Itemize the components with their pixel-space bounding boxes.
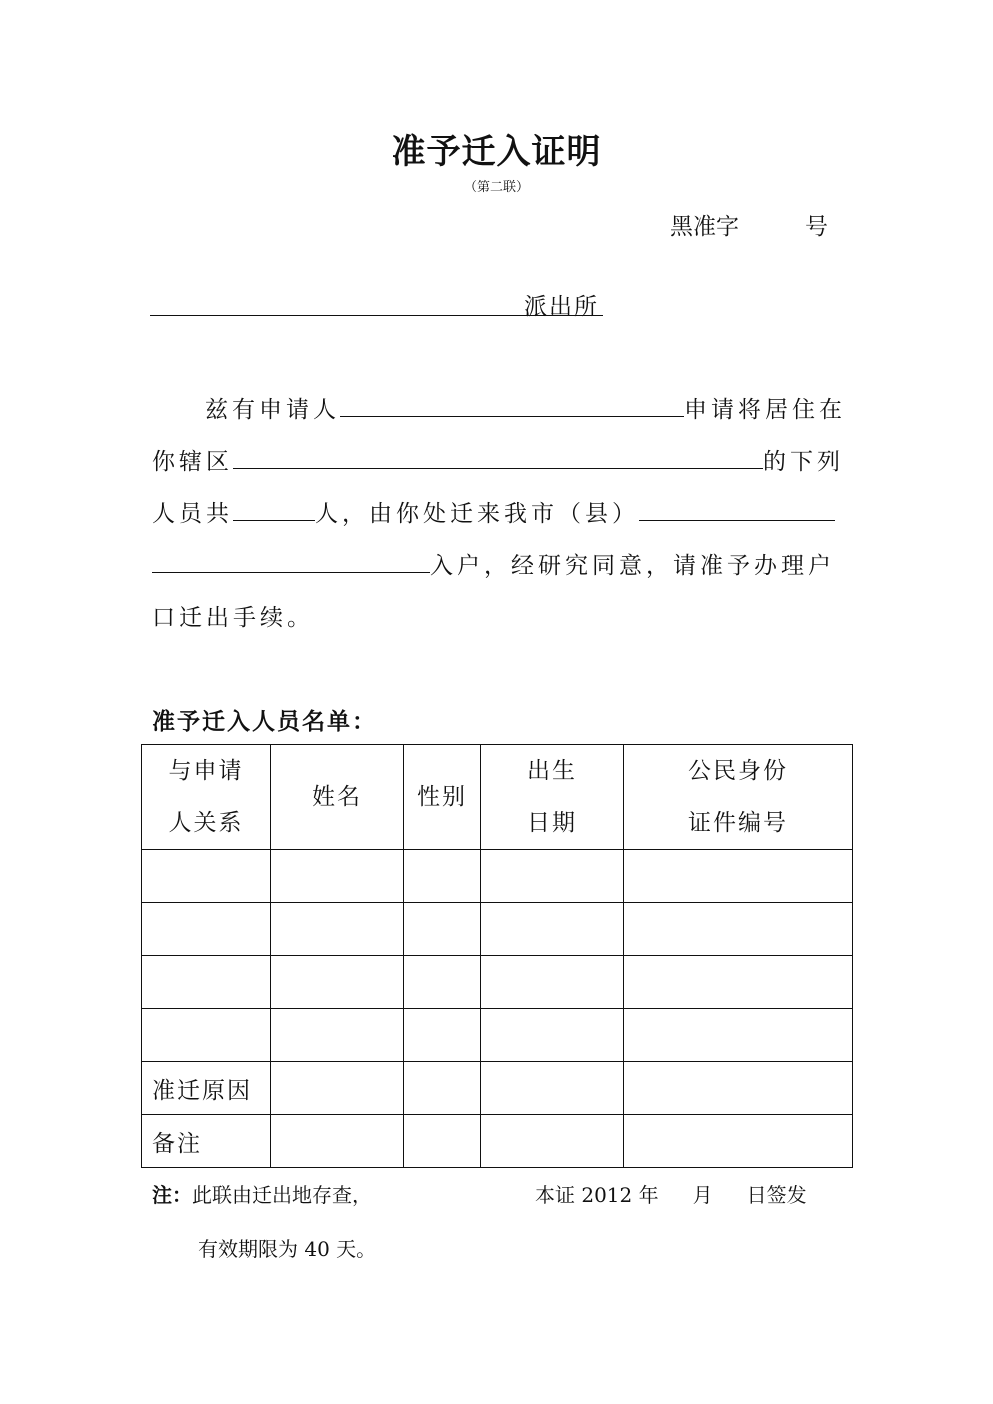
table-cell[interactable] xyxy=(481,903,624,956)
person-count-blank[interactable] xyxy=(233,498,315,521)
header-id-number: 公民身份 证件编号 xyxy=(624,745,853,850)
validity-note: 有效期限为 40 天。 xyxy=(198,1237,377,1261)
table-cell[interactable] xyxy=(481,1115,624,1168)
table-cell[interactable] xyxy=(404,956,481,1009)
table-row xyxy=(142,850,853,903)
table-cell[interactable] xyxy=(404,1009,481,1062)
list-title: 准予迁入人员名单： xyxy=(152,709,377,735)
body-text: 人员共 xyxy=(152,501,233,527)
body-line-4 xyxy=(152,547,835,580)
table-cell[interactable] xyxy=(404,850,481,903)
table-cell[interactable] xyxy=(624,903,853,956)
body-text: 兹有申请人 xyxy=(205,397,340,423)
header-relationship: 与申请 人关系 xyxy=(142,745,271,850)
table-cell[interactable] xyxy=(624,1062,853,1115)
body-text: 入户，经研究同意，请准予办理户 xyxy=(430,553,835,579)
table-cell[interactable] xyxy=(624,1009,853,1062)
document-title: 准予迁入证明 xyxy=(391,132,602,172)
reason-label: 准迁原因 xyxy=(142,1062,271,1115)
document-number-prefix: 黑准字 xyxy=(670,214,739,240)
table-cell[interactable] xyxy=(271,903,404,956)
table-header-row xyxy=(142,745,853,850)
table-cell[interactable] xyxy=(142,956,271,1009)
table-cell[interactable] xyxy=(271,850,404,903)
document-number-suffix: 号 xyxy=(805,214,828,240)
issue-day-label: 日签发 xyxy=(746,1183,807,1207)
body-line-1 xyxy=(205,391,846,424)
table-cell[interactable] xyxy=(481,1009,624,1062)
table-cell[interactable] xyxy=(624,956,853,1009)
note-label: 注： xyxy=(152,1183,192,1207)
issue-month-label: 月 xyxy=(692,1183,713,1207)
table-cell[interactable] xyxy=(271,1009,404,1062)
table-cell[interactable] xyxy=(271,956,404,1009)
table-cell[interactable] xyxy=(271,1115,404,1168)
note-text: 此联由迁出地存查， xyxy=(192,1183,372,1207)
persons-table xyxy=(141,744,853,1168)
issue-date-prefix: 本证 2012 年 xyxy=(535,1183,659,1207)
reason-row xyxy=(142,1062,853,1115)
document-subtitle: （第二联） xyxy=(463,180,529,195)
station-suffix: 派出所 xyxy=(524,294,599,320)
table-cell[interactable] xyxy=(481,1062,624,1115)
table-row xyxy=(142,903,853,956)
table-cell[interactable] xyxy=(142,903,271,956)
table-cell[interactable] xyxy=(624,850,853,903)
body-text: 申请将居住在 xyxy=(684,397,846,423)
header-gender: 性别 xyxy=(404,745,481,850)
body-line-5 xyxy=(152,599,314,632)
header-birthdate: 出生 日期 xyxy=(481,745,624,850)
remarks-label: 备注 xyxy=(142,1115,271,1168)
table-cell[interactable] xyxy=(481,850,624,903)
body-text: 的下列 xyxy=(763,449,844,475)
body-text: 你辖区 xyxy=(152,449,233,475)
applicant-name-blank[interactable] xyxy=(340,394,684,417)
table-cell[interactable] xyxy=(271,1062,404,1115)
remarks-row xyxy=(142,1115,853,1168)
table-cell[interactable] xyxy=(481,956,624,1009)
body-line-3 xyxy=(152,495,835,528)
body-text: 人，由你处迁来我市（县） xyxy=(315,501,639,527)
table-cell[interactable] xyxy=(404,1062,481,1115)
table-cell[interactable] xyxy=(142,850,271,903)
issue-date xyxy=(535,1179,807,1208)
body-text: 口迁出手续。 xyxy=(152,605,314,631)
document-number xyxy=(670,208,828,241)
table-cell[interactable] xyxy=(404,903,481,956)
table-cell[interactable] xyxy=(142,1009,271,1062)
destination-blank-1[interactable] xyxy=(639,498,835,521)
table-cell[interactable] xyxy=(404,1115,481,1168)
destination-blank-2[interactable] xyxy=(152,550,430,573)
address-blank[interactable] xyxy=(233,446,763,469)
footer-note xyxy=(152,1179,372,1208)
body-line-2 xyxy=(152,443,844,476)
table-cell[interactable] xyxy=(624,1115,853,1168)
table-row xyxy=(142,1009,853,1062)
header-name: 姓名 xyxy=(271,745,404,850)
table-row xyxy=(142,956,853,1009)
